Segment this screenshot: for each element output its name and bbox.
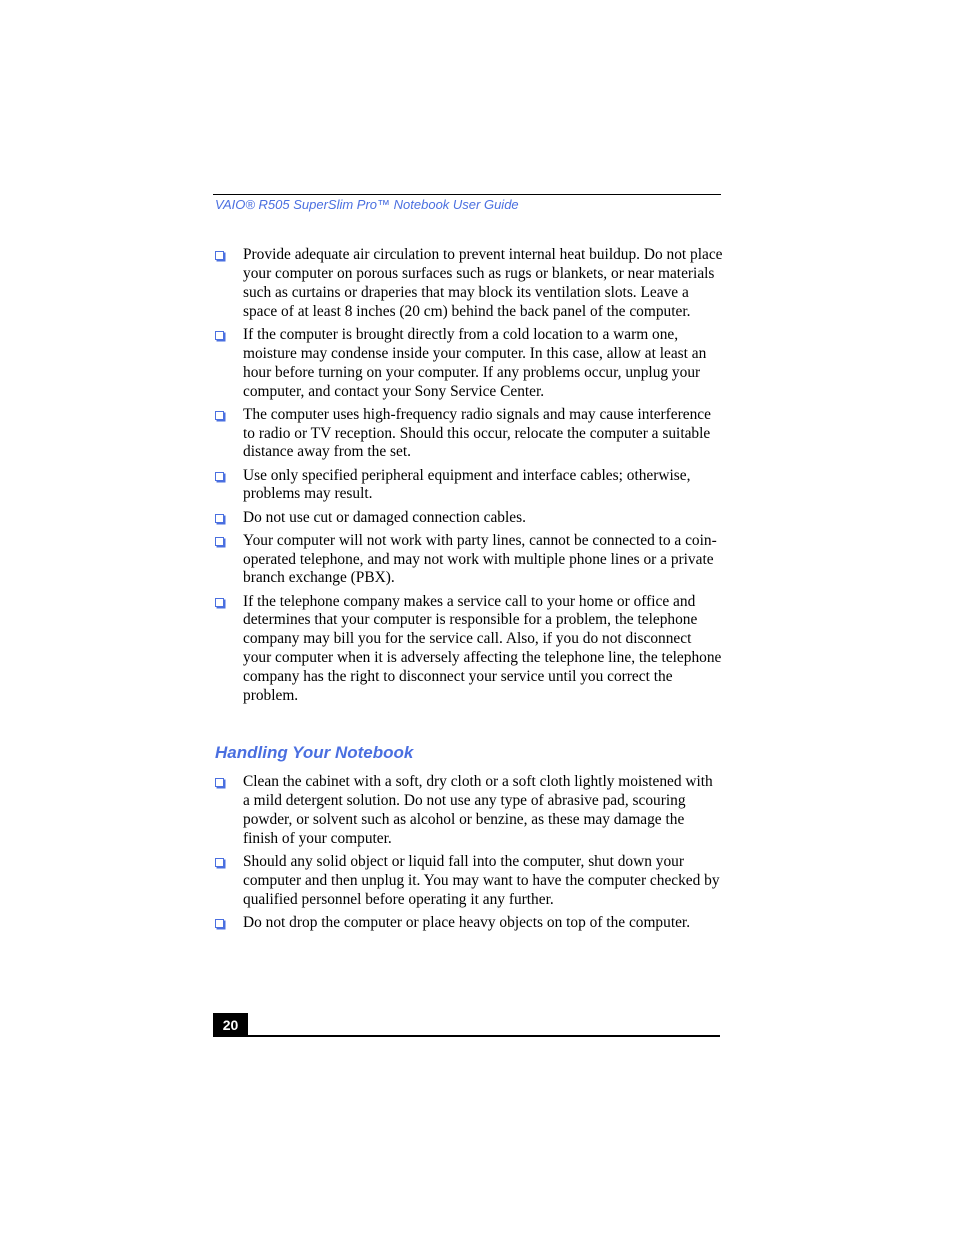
list-item bbox=[213, 406, 723, 463]
checkbox-bullet-icon bbox=[215, 331, 224, 340]
list-item-text: Should any solid object or liquid fall into the computer, shut down your computer and then unplug it. You may want to have the computer checked by qualified personnel before operating it any further. bbox=[243, 852, 720, 908]
page-number: 20 bbox=[213, 1013, 248, 1036]
list-item bbox=[213, 467, 723, 505]
checkbox-bullet-icon bbox=[215, 919, 224, 928]
list-item-text: Provide adequate air circulation to prevent internal heat buildup. Do not place your computer on porous surfaces such as rugs or blankets, or near materials such as curtains or draperies that may block its ventilation slots. Leave a space of at least 8 inches (20 cm) behind the back panel of the computer. bbox=[243, 246, 723, 320]
checkbox-bullet-icon bbox=[215, 598, 224, 607]
footer-rule bbox=[213, 1035, 720, 1037]
list-item bbox=[213, 326, 723, 402]
list-item-text: Do not use cut or damaged connection cables. bbox=[243, 508, 526, 526]
list-item bbox=[213, 509, 723, 528]
checkbox-bullet-icon bbox=[215, 514, 224, 523]
list-item bbox=[213, 773, 723, 849]
list-item-text: Your computer will not work with party lines, cannot be connected to a coin-operated telephone, and may not work with multiple phone lines or a private branch exchange (PBX). bbox=[243, 531, 717, 587]
checkbox-bullet-icon bbox=[215, 778, 224, 787]
document-title: VAIO® R505 SuperSlim Pro™ Notebook User Guide bbox=[215, 197, 519, 212]
list-item-text: If the computer is brought directly from a cold location to a warm one, moisture may condense inside your computer. In this case, allow at least an hour before turning on your computer. If any problems occur, unplug your computer, and contact your Sony Service Center. bbox=[243, 325, 707, 400]
header-rule bbox=[213, 194, 721, 195]
handling-list bbox=[213, 773, 723, 937]
list-item bbox=[213, 593, 723, 706]
checkbox-bullet-icon bbox=[215, 411, 224, 420]
list-item bbox=[213, 853, 723, 910]
checkbox-bullet-icon bbox=[215, 537, 224, 546]
checkbox-bullet-icon bbox=[215, 472, 224, 481]
list-item-text: Use only specified peripheral equipment and interface cables; otherwise, problems may result. bbox=[243, 466, 691, 503]
list-item-text: Do not drop the computer or place heavy objects on top of the computer. bbox=[243, 913, 691, 931]
list-item bbox=[213, 532, 723, 589]
list-item-text: The computer uses high-frequency radio signals and may cause interference to radio or TV reception. Should this occur, relocate the computer a suitable distance away from the set. bbox=[243, 405, 711, 461]
checkbox-bullet-icon bbox=[215, 858, 224, 867]
precautions-list bbox=[213, 246, 723, 710]
list-item-text: If the telephone company makes a service call to your home or office and determines that your computer is responsible for a problem, the telephone company may bill you for the service call. Also, if you do not disconnect your computer when it is adversely affecting the telephone line, the telephone company has the right to disconnect your service until you correct the problem. bbox=[243, 592, 722, 705]
list-item bbox=[213, 246, 723, 322]
checkbox-bullet-icon bbox=[215, 251, 224, 260]
list-item bbox=[213, 914, 723, 933]
list-item-text: Clean the cabinet with a soft, dry cloth or a soft cloth lightly moistened with a mild detergent solution. Do not use any type of abrasive pad, scouring powder, or solvent such as alcohol or benzine, as these may damage the finish of your computer. bbox=[243, 773, 713, 847]
section-heading: Handling Your Notebook bbox=[215, 743, 414, 762]
